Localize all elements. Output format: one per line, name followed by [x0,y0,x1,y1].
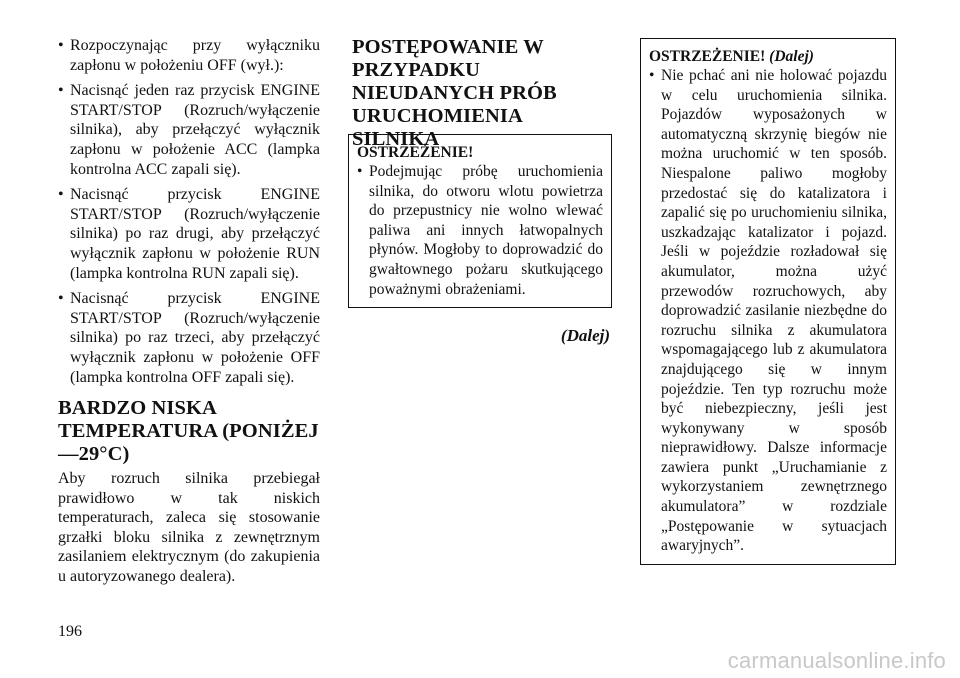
warning-text: Nie pchać ani nie holować pojazdu w celu uruchomienia silnika. Pojazdów wyposażonych w automatyczną skrzynię biegów nie można uruchomić w ten sposób. Niespalone paliwo mogłoby przedostać się do katalizatora i zapalić się po uruchomieniu silnika, uszkadzając katalizator i pojazd. Jeśli w pojeździe rozładował się akumulator, można użyć przewodów rozruchowych, aby doprowadzić zasilanie niezbędne do rozruchu silnika z akumulatora wspomagającego lub z akumulatora znajdującego się w innym pojeździe. Ten typ rozruchu może być niebezpieczny, jeśli jest wykonywany w sposób nieprawidłowy. Dalsze informacje zawiera punkt „Uruchamianie z wykorzystaniem zewnętrznego akumulatora” w rozdziale „Postępowanie w sytuacjach awaryjnych”. [661,67,887,555]
warning-title: OSTRZEŻENIE! [649,48,766,65]
bullet-glyph: • [58,290,64,308]
warning-box-continued [640,38,896,565]
list-item-text: Nacisnąć jeden raz przycisk ENGINE START/STOP (Rozruch/wyłączenie silnika), aby przełączyć wyłącznik zapłonu w położenie ACC (lampka kontrolna ACC zapali się). [70,82,320,178]
list-item [58,36,320,75]
list-item [58,185,320,283]
list-item [357,162,603,299]
right-column [640,38,896,565]
list-item [58,81,320,179]
list-item-text: Nacisnąć przycisk ENGINE START/STOP (Rozruch/wyłączenie silnika) po raz drugi, aby przełączyć wyłącznik zapłonu w położenie RUN (lampka kontrolna RUN zapali się). [70,186,320,282]
left-column [58,36,320,587]
warning-text: Podejmując próbę uruchomienia silnika, do otworu wlotu powietrza do przepustnicy nie wolno wlewać paliwa ani innych łatwopalnych płynów. Mogłoby to doprowadzić do gwałtownego pożaru skutkującego poważnymi obrażeniami. [369,163,603,298]
warning-box [348,134,612,308]
page-number: 196 [58,623,82,640]
bullet-glyph: • [58,186,64,204]
watermark: carmanualsonline.info [727,648,946,673]
ignition-steps-list [58,36,320,387]
low-temperature-paragraph: Aby rozruch silnika przebiegał prawidłowo w tak niskich temperaturach, zaleca się stosowanie grzałki bloku silnika z zewnętrznym zasilaniem elektrycznym (do zakupienia u autoryzowanego dealera). [58,470,320,586]
bullet-glyph: • [357,163,363,180]
section-heading-failed-start: POSTĘPOWANIE W PRZYPADKU NIEUDANYCH PRÓB URUCHOMIENIA SILNIKA [352,36,557,150]
bullet-glyph: • [58,82,64,100]
warning-continued-label: (Dalej) [769,48,814,65]
warning-title: OSTRZEŻENIE! [357,144,474,161]
warning-title-row [649,47,887,66]
section-heading-low-temperature: BARDZO NISKA TEMPERATURA (PONIŻEJ —29°C) [58,397,319,466]
bullet-glyph: • [58,37,64,54]
bullet-glyph: • [649,67,655,84]
warning-list [649,66,887,556]
continued-label: (Dalej) [560,326,610,345]
list-item [58,289,320,387]
middle-column [352,36,610,345]
list-item-text: Rozpoczynając przy wyłączniku zapłonu w położeniu OFF (wył.): [70,37,320,74]
warning-list [357,162,603,299]
list-item [649,66,887,556]
list-item-text: Nacisnąć przycisk ENGINE START/STOP (Rozruch/wyłączenie silnika) po raz trzeci, aby przełączyć wyłącznik zapłonu w położenie OFF (lampka kontrolna OFF zapali się). [70,290,320,386]
